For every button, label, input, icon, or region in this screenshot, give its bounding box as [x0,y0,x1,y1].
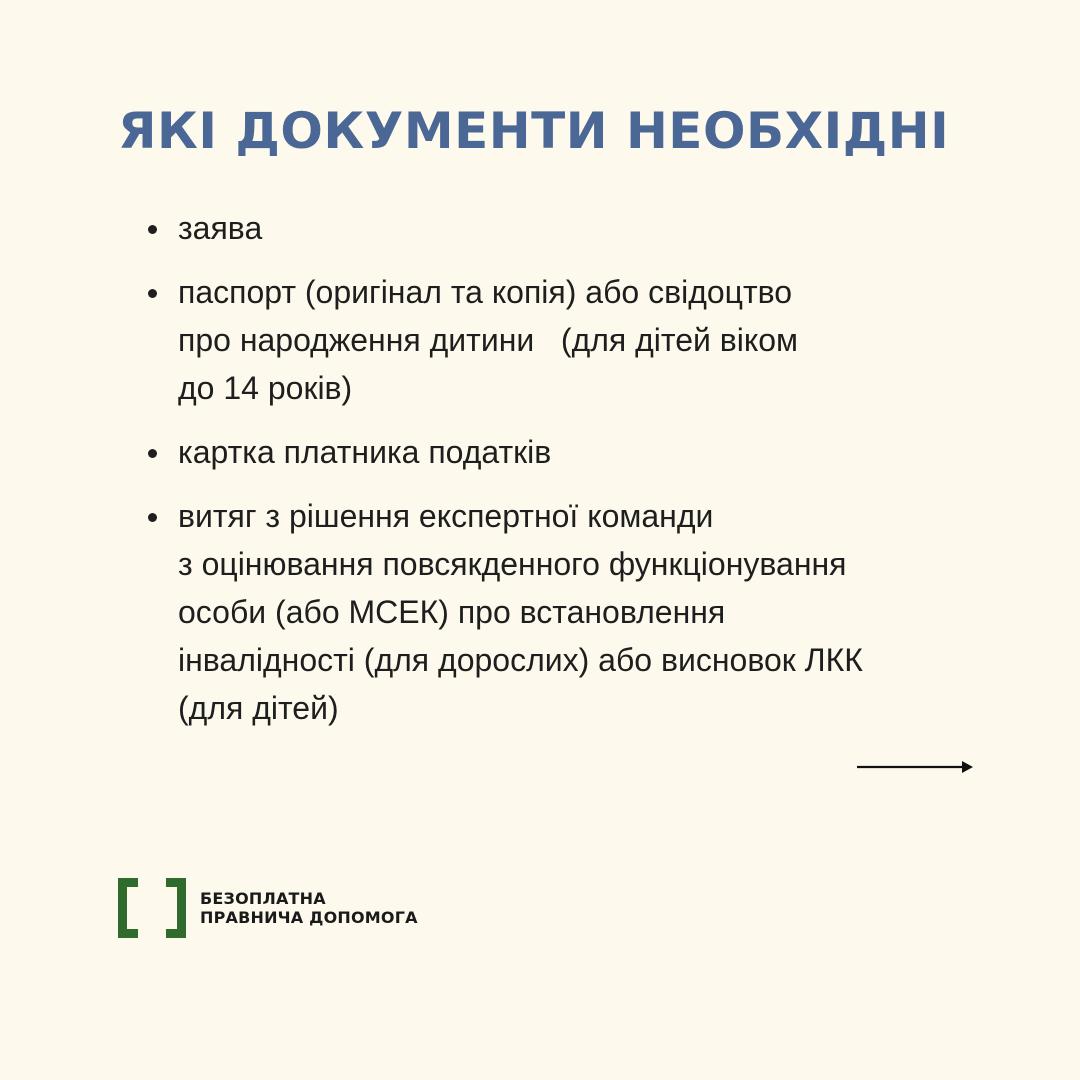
logo-text [200,889,418,927]
list-item [148,268,988,412]
list-item [148,492,988,732]
arrow-right-icon[interactable] [856,758,974,776]
list-item-text: (для дітей) [178,690,339,726]
list-item-text: з оцінювання повсякденного функціонування [178,546,847,582]
bullet-icon [148,513,157,522]
logo-line-1: БЕЗОПЛАТНА [200,889,326,908]
list-item-text: паспорт (оригінал та копія) або свідоцтво [178,274,793,310]
logo-line-2: ПРАВНИЧА ДОПОМОГА [200,908,418,927]
list-item [148,428,988,476]
list-item-text: картка платника податків [178,434,552,470]
list-item-text: заява [178,210,263,246]
brackets-logo-icon [118,878,186,938]
list-item-text: до 14 років) [178,370,353,406]
list-item-text: про народження дитини (для дітей віком [178,322,799,358]
list-item [148,204,988,252]
logo [118,878,418,938]
list-item-text: витяг з рішення експертної команди [178,498,714,534]
documents-list [148,204,988,748]
list-item-text: інвалідності (для дорослих) або висновок ЛКК [178,642,863,678]
page-title: ЯКІ ДОКУМЕНТИ НЕОБХІДНІ [118,102,950,160]
bullet-icon [148,449,157,458]
list-item-text: особи (або МСЕК) про встановлення [178,594,726,630]
bullet-icon [148,289,157,298]
bullet-icon [148,225,157,234]
